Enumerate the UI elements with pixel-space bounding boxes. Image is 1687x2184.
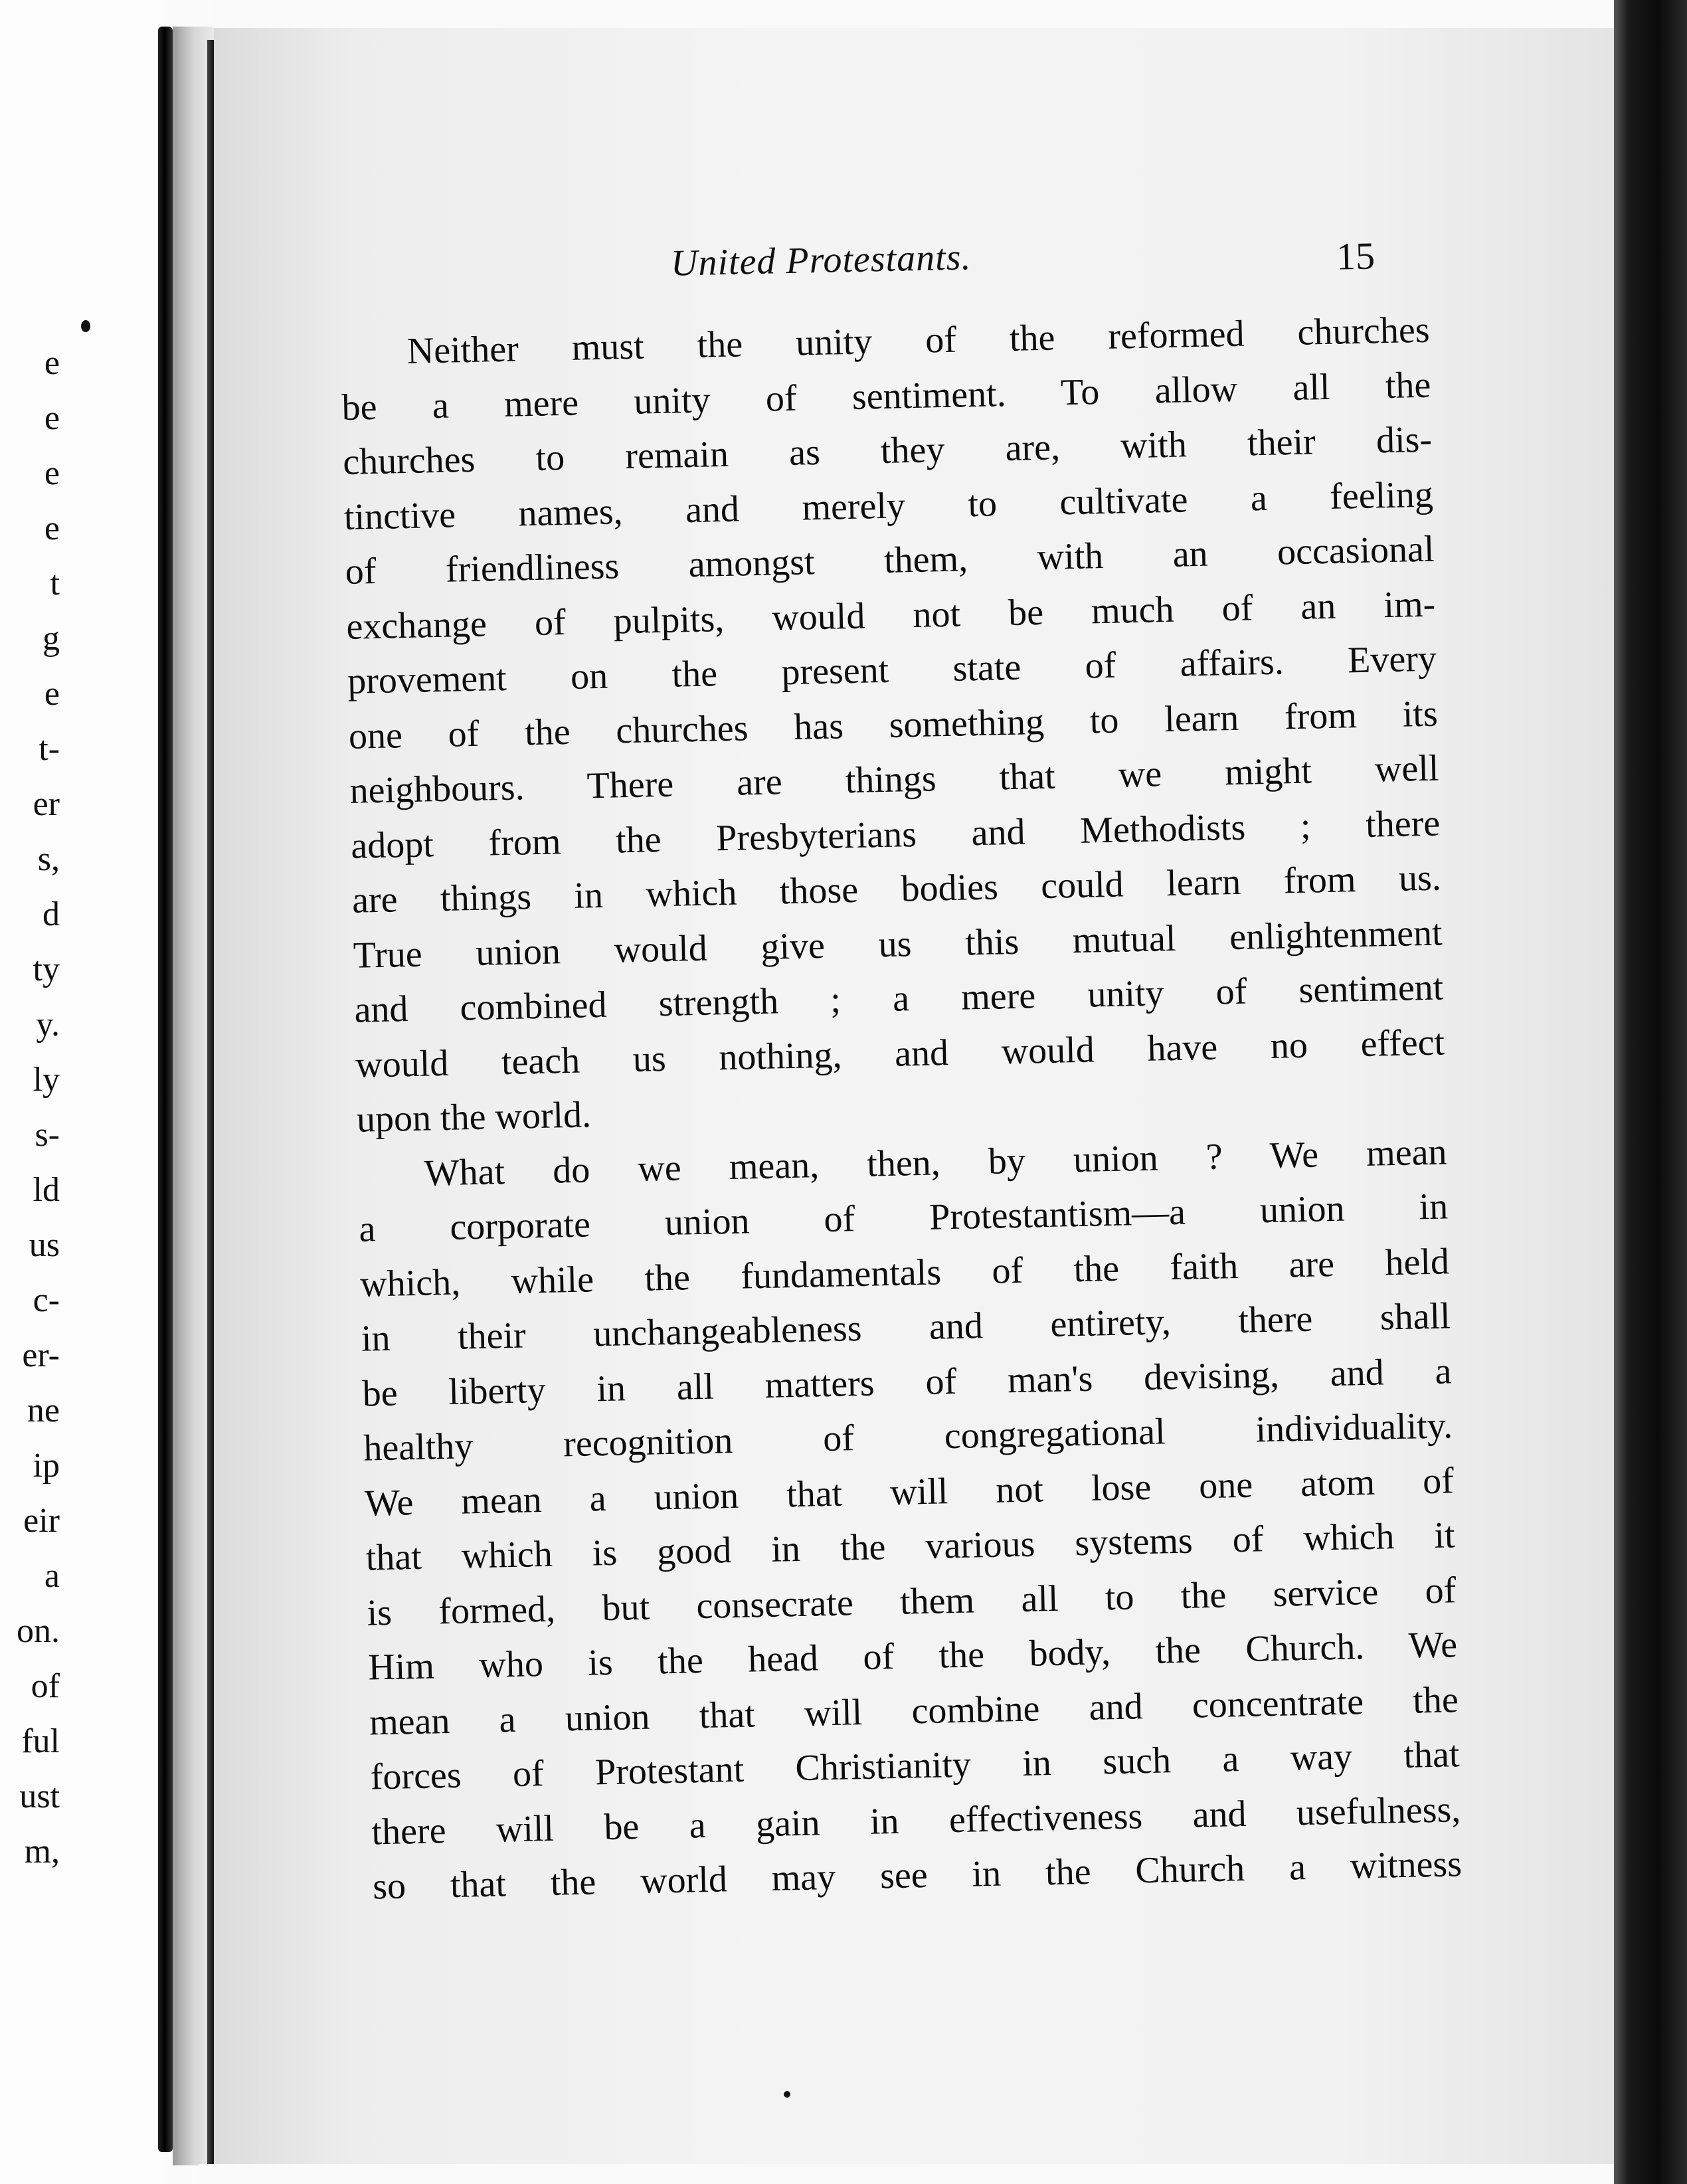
text-line: be liberty in all matters of man's devising, and a xyxy=(362,1350,1452,1415)
fragment-line: t- xyxy=(39,730,60,768)
fragment-line: of xyxy=(31,1667,60,1705)
fragment-line: ld xyxy=(33,1171,60,1209)
fragment-line: c- xyxy=(33,1281,60,1319)
text-line: healthy recognition of congregational individuality. xyxy=(363,1405,1453,1469)
text-line: is formed, but consecrate them all to the service of xyxy=(366,1569,1457,1634)
fragment-line: ust xyxy=(19,1777,60,1815)
text-line: a corporate union of Protestantism—a union in xyxy=(358,1186,1449,1250)
text-line: are things in which those bodies could learn from us. xyxy=(351,857,1442,921)
book-fore-edge xyxy=(1614,0,1687,2184)
text-line: forces of Protestant Christianity in such a way that xyxy=(370,1734,1461,1798)
text-line: What do we mean, then, by union ? We mean xyxy=(424,1131,1448,1194)
fragment-line: s- xyxy=(35,1116,60,1154)
text-line: We mean a union that will not lose one atom of xyxy=(364,1459,1455,1524)
text-line: be a mere unity of sentiment. To allow all the xyxy=(341,364,1431,428)
running-head: United Protestants. xyxy=(670,236,972,284)
ink-speck xyxy=(784,2091,790,2098)
text-line: would teach us nothing, and would have no effect xyxy=(355,1021,1445,1086)
fragment-line: d xyxy=(43,895,60,933)
text-line: exchange of pulpits, would not be much of an im- xyxy=(345,583,1436,648)
page-number: 15 xyxy=(1336,234,1376,278)
text-line: so that the world may see in the Church a witness xyxy=(372,1843,1463,1908)
fragment-line: eir xyxy=(23,1502,60,1540)
fragment-line: ty xyxy=(33,951,60,988)
fragment-line: a xyxy=(44,1557,60,1595)
text-line: in their unchangeableness and entirety, there shall xyxy=(361,1295,1451,1360)
text-line: upon the world. xyxy=(356,1094,592,1140)
text-line: neighbours. There are things that we might well xyxy=(349,747,1439,812)
fragment-line: m, xyxy=(24,1833,60,1870)
fragment-line: on. xyxy=(17,1612,60,1650)
fragment-line: e xyxy=(44,509,60,547)
book-gutter xyxy=(158,27,173,2152)
fragment-line: us xyxy=(29,1226,60,1264)
fragment-line: t xyxy=(50,565,60,602)
ink-speck xyxy=(81,320,90,332)
fragment-line: y. xyxy=(36,1006,60,1044)
fragment-line: ip xyxy=(33,1447,60,1485)
fragment-line: ly xyxy=(33,1061,60,1099)
fragment-line: ne xyxy=(27,1392,60,1429)
facing-page-text-fragments xyxy=(0,335,60,1879)
fragment-line: ful xyxy=(21,1722,60,1760)
text-line: that which is good in the various systems of which it xyxy=(365,1514,1456,1579)
fragment-line: s, xyxy=(37,840,60,878)
fragment-line: e xyxy=(44,454,60,492)
text-line: Him who is the head of the body, the Church. We xyxy=(367,1624,1458,1688)
text-line: of friendliness amongst them, with an occasional xyxy=(345,528,1435,592)
text-line: which, while the fundamentals of the faith are held xyxy=(359,1240,1450,1305)
fragment-line: e xyxy=(44,399,60,437)
scan-top-margin xyxy=(213,0,1621,28)
fragment-line: e xyxy=(44,344,60,382)
page-edge xyxy=(207,40,214,2179)
text-line: Neither must the unity of the reformed churches xyxy=(406,309,1431,372)
scan-bottom-margin xyxy=(199,2164,1621,2184)
text-line: mean a union that will combine and concentrate the xyxy=(369,1679,1459,1744)
text-line: adopt from the Presbyterians and Methodists ; there xyxy=(350,802,1441,867)
fragment-line: er- xyxy=(22,1336,60,1374)
text-line: churches to remain as they are, with their dis- xyxy=(342,418,1433,483)
fragment-line: e xyxy=(44,675,60,713)
body-text xyxy=(340,303,1463,1914)
fragment-line: er xyxy=(33,785,60,823)
text-line: there will be a gain in effectiveness and usefulness, xyxy=(371,1788,1461,1853)
fragment-line: g xyxy=(43,620,60,658)
text-line: True union would give us this mutual enlightenment xyxy=(353,911,1443,976)
text-line: one of the churches has something to learn from its xyxy=(348,693,1439,757)
text-line: provement on the present state of affairs. Every xyxy=(347,638,1437,702)
text-line: and combined strength ; a mere unity of sentiment xyxy=(353,966,1444,1031)
text-line: tinctive names, and merely to cultivate a feeling xyxy=(343,474,1434,538)
